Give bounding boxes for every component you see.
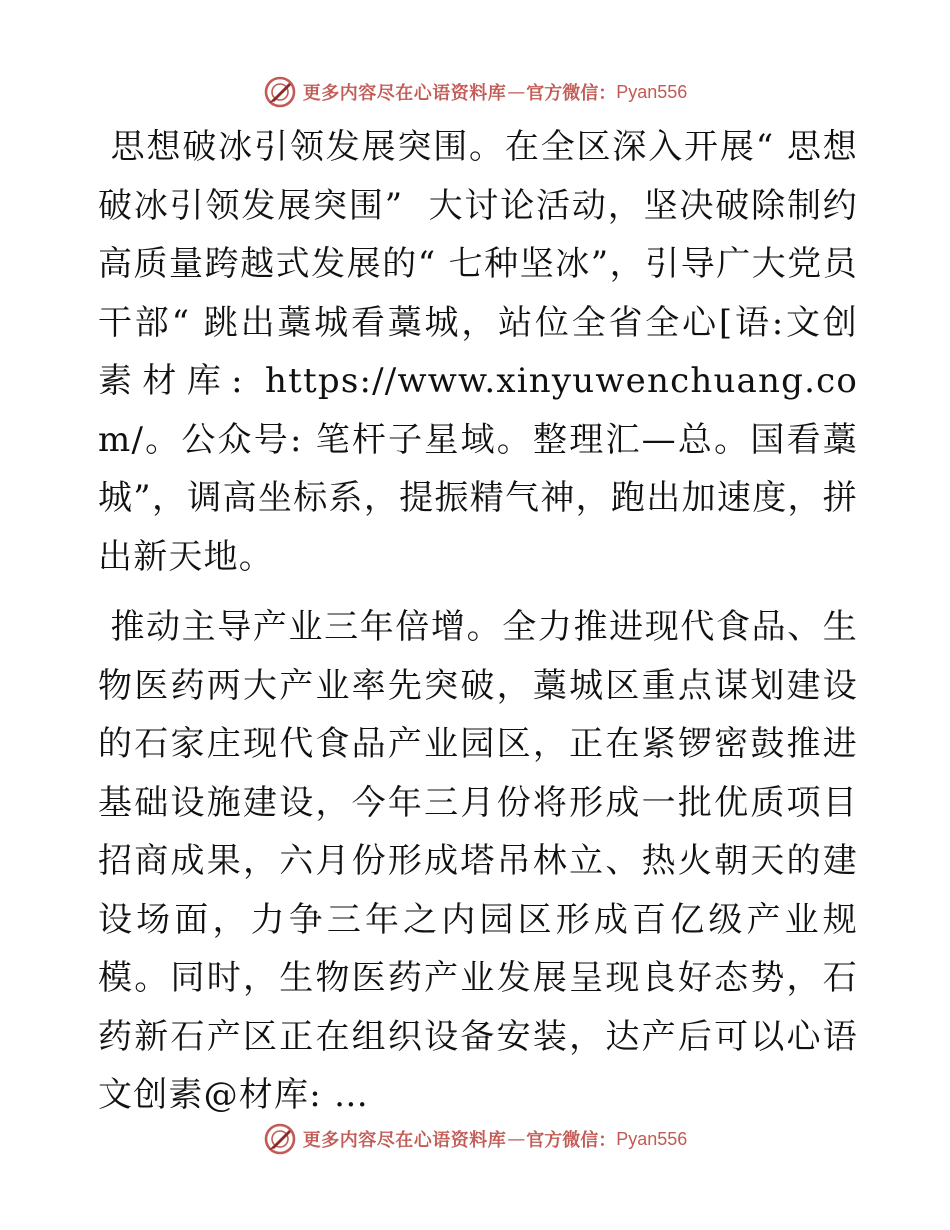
brush-logo-icon [263,75,297,109]
brush-logo-icon [263,1122,297,1156]
paragraph-ideology: 思想破冰引领发展突围。在全区深入开展“ 思想破冰引领发展突围” 大讨论活动，坚决破除制约高质量跨越式发展的“ 七种坚冰”，引导广大党员干部“ 跳出藁城看藁城，站位全省全心[语:文创素材库: https://www.xinyuwenchuang.com/。公众号: 笔杆子星域。整理汇—总。国看藁城”，调高坐标系，提振精气神，跑出加速度，拼出新天地。 [98,127,858,577]
footer-watermark-separator: — [507,1128,526,1150]
header-wechat-label: 官方微信： [526,83,617,104]
footer-watermark-text: 更多内容尽在心语资料库 [302,1130,507,1151]
header-watermark-text: 更多内容尽在心语资料库 [302,83,507,104]
document-body [98,118,858,1140]
paragraph-industry: 推动主导产业三年倍增。全力推进现代食品、生物医药两大产业率先突破，藁城区重点谋划建设的石家庄现代食品产业园区，正在紧锣密鼓推进基础设施建设，今年三月份将形成一批优质项目招商成果，六月份形成塔吊林立、热火朝天的建设场面，力争三年之内园区形成百亿级产业规模。同时，生物医药产业发展呈现良好态势，石药新石产区正在组织设备安装，达产后可以心语文创素@材库: … [98,607,858,1115]
header-watermark-separator: — [507,81,526,103]
footer-wechat-label: 官方微信： [526,1130,617,1151]
header-wechat-id: Pyan556 [616,81,688,102]
footer-wechat-id: Pyan556 [616,1128,688,1149]
header-watermark-banner [0,72,950,112]
footer-watermark-banner [0,1119,950,1159]
